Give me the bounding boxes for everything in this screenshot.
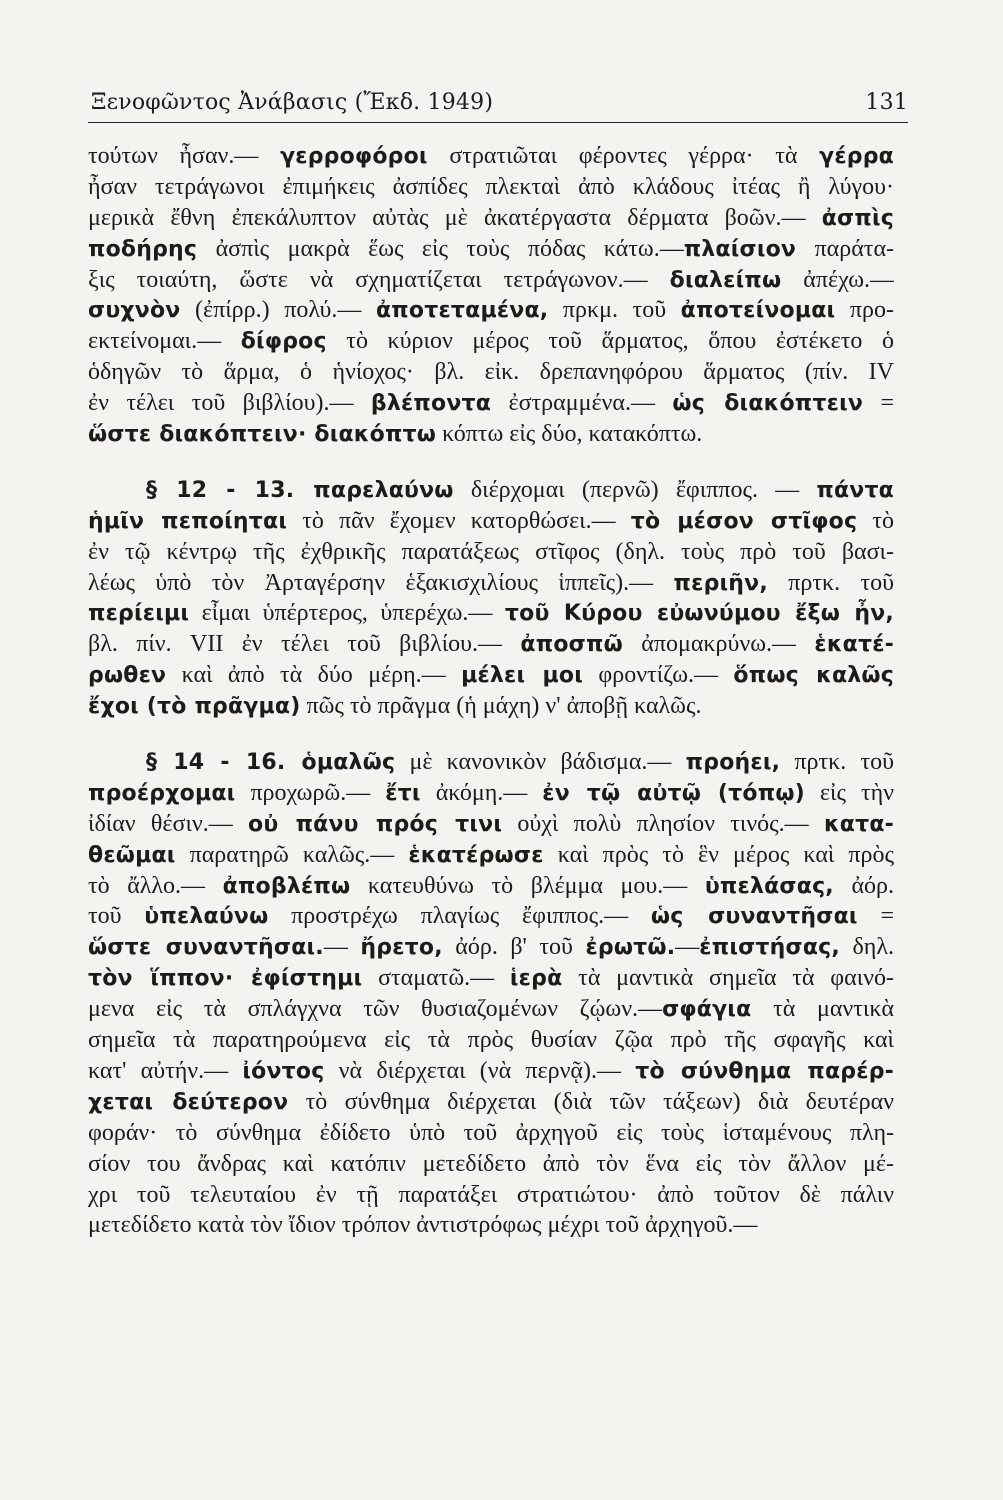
headword: τοῦ Κύρου εὐωνύμου ἔξω ἦν, — [504, 601, 894, 627]
gloss-text: ἀπέχω.— — [781, 266, 894, 293]
text-line — [88, 419, 894, 450]
headword: βλέποντα — [370, 391, 492, 417]
text-line — [88, 809, 894, 840]
gloss-text: ἀπομακρύνω.— — [622, 631, 815, 658]
gloss-text: τὰ μαντικὰ — [751, 996, 894, 1023]
paragraph-section-14-16 — [88, 747, 894, 1241]
gloss-text: ἀόρ. β' τοῦ — [442, 934, 586, 961]
paragraph-intro — [88, 141, 894, 450]
gloss-text: μετεδίδετο κατὰ τὸν ἴδιον τρόπον ἀντιστρόφως μέχρι τοῦ ἀρχηγοῦ.— — [88, 1212, 758, 1239]
gloss-text: λέως ὑπὸ τὸν Ἀρταγέρσην ἑξακισχιλίους ἱππεῖς).— — [88, 569, 674, 596]
paragraph-section-12-13 — [88, 475, 894, 722]
headword: μέλει μοι — [461, 663, 583, 689]
headword: πλαίσιον — [683, 236, 797, 262]
gloss-text: δηλ. — [839, 934, 894, 961]
text-line — [88, 1025, 894, 1056]
headword: ἐπιστήσας, — [699, 935, 840, 961]
gloss-text: καὶ ἀπὸ τὰ δύο μέρη.— — [166, 662, 462, 689]
gloss-text: καὶ πρὸς τὸ ἓν μέρος καὶ πρὸς — [543, 841, 894, 868]
gloss-text: ἰδίαν θέσιν.— — [88, 810, 249, 837]
gloss-text: ξις τοιαύτη, ὥστε νὰ σχηματίζεται τετράγωνον.— — [88, 266, 670, 293]
headword: ποδήρης — [88, 236, 198, 262]
headword: ἰόντος — [242, 1058, 325, 1084]
text-line — [88, 1149, 894, 1180]
text-line — [88, 598, 894, 629]
gloss-text: παρατηρῶ καλῶς.— — [175, 841, 409, 868]
headword: ἑκατέρωσε — [408, 842, 544, 868]
headword: ἱερὰ — [509, 966, 563, 992]
headword: χεται δεύτερον — [88, 1089, 289, 1115]
headword: τὸν ἵππον· ἐφίστημι — [88, 966, 363, 992]
headword: ἀποσπῶ — [520, 632, 623, 658]
text-line — [88, 265, 894, 296]
gloss-text: χρι τοῦ τελευταίου ἐν τῇ παρατάξει στρατιώτου· ἀπὸ τοῦτον δὲ πάλιν — [88, 1181, 894, 1208]
headword: ὑπελαύνω — [144, 904, 269, 930]
headword: ὥστε συναντῆσαι. — [88, 935, 324, 961]
headword: ἑκατέ- — [814, 632, 894, 658]
text-line — [88, 994, 894, 1025]
headword: ὅπως καλῶς — [733, 663, 894, 689]
gloss-text: προ- — [835, 297, 894, 324]
gloss-text: τὸ — [857, 507, 894, 534]
headword: τὸ σύνθημα παρέρ- — [635, 1058, 894, 1084]
gloss-text: μερικὰ ἔθνη ἐπεκάλυπτον αὐτὰς μὲ ἀκατέργαστα δέρματα βοῶν.— — [88, 204, 822, 231]
gloss-text: προχωρῶ.— — [235, 779, 386, 806]
headword: περιῆν, — [673, 570, 768, 596]
gloss-text: ἐν τῷ κέντρῳ τῆς ἐχθρικῆς παρατάξεως στῖφος (δηλ. τοὺς πρὸ τοῦ βασι- — [88, 538, 894, 565]
gloss-text: μὲ κανονικὸν βάδισμα.— — [395, 749, 686, 776]
gloss-text: οὐχὶ πολὺ πλησίον τινός.— — [502, 810, 824, 837]
page-number: 131 — [865, 90, 908, 115]
headword: προήει, — [685, 750, 781, 776]
headword: ἀσπὶς — [821, 205, 894, 231]
headword: § 14 - 16. ὁμαλῶς — [146, 750, 396, 776]
text-line — [88, 691, 894, 722]
gloss-text: τὸ κύριον μέρος τοῦ ἅρματος, ὅπου ἐστέκετο ὁ — [326, 328, 894, 355]
headword: ἤρετο, — [360, 935, 443, 961]
text-line — [88, 629, 894, 660]
gloss-text: ὁδηγῶν τὸ ἅρμα, ὁ ἡνίοχος· βλ. εἰκ. δρεπανηφόρου ἅρματος (πίν. IV — [88, 359, 894, 386]
text-line — [88, 1180, 894, 1211]
text-line — [88, 295, 894, 326]
text-line — [88, 1210, 894, 1241]
text-line — [88, 840, 894, 871]
gloss-text: ἀκόμη.— — [420, 779, 543, 806]
gloss-text: τοῦ — [88, 903, 145, 930]
headword: ὡς συναντῆσαι — [650, 904, 858, 930]
headword: ἀποβλέπω — [222, 873, 351, 899]
gloss-text: σίον του ἄνδρας καὶ κατόπιν μετεδίδετο ἀπὸ τὸν ἕνα εἰς τὸν ἄλλον μέ- — [88, 1150, 894, 1177]
gloss-text: νὰ διέρχεται (νὰ περνᾷ).— — [324, 1057, 636, 1084]
gloss-text: τὸ σύνθημα διέρχεται (διὰ τῶν τάξεων) διὰ δευτέραν — [288, 1088, 894, 1115]
text-line — [88, 203, 894, 234]
gloss-text: στρατιῶται φέροντες γέρρα· τὰ — [427, 143, 820, 169]
gloss-text: εἶμαι ὑπέρτερος, ὑπερέχω.— — [189, 600, 505, 627]
headword: ἀποτεταμένα, — [375, 298, 549, 324]
text-line — [88, 234, 894, 265]
gloss-text: σημεῖα τὰ παρατηρούμενα εἰς τὰ πρὸς θυσίαν ζῷα πρὸ τῆς σφαγῆς καὶ — [88, 1027, 894, 1054]
headword: τὸ μέσον στῖφος — [630, 508, 858, 534]
gloss-text: πῶς τὸ πρᾶγμα (ἡ μάχη) ν' ἀποβῇ καλῶς. — [300, 693, 702, 720]
text-line — [88, 1087, 894, 1118]
gloss-text: κατευθύνω τὸ βλέμμα μου.— — [350, 872, 705, 899]
text-line — [88, 1118, 894, 1149]
headword: ἔχοι (τὸ πρᾶγμα) — [88, 694, 301, 720]
headword: θεῶμαι — [88, 842, 176, 868]
gloss-text: βλ. πίν. VII ἐν τέλει τοῦ βιβλίου.— — [88, 631, 521, 658]
gloss-text: ἐστραμμένα.— — [491, 390, 673, 417]
gloss-text: μενα εἰς τὰ σπλάγχνα τῶν θυσιαζομένων ζῴων.— — [88, 996, 663, 1023]
running-title: Ξενοφῶντος Ἀνάβασις (Ἔκδ. 1949) — [91, 90, 494, 115]
text-line — [88, 172, 894, 203]
text-line — [88, 357, 894, 388]
gloss-text: = — [857, 903, 894, 930]
gloss-text: τὸ πᾶν ἔχομεν κατορθώσει.— — [287, 507, 631, 534]
gloss-text: εἰς τὴν — [804, 779, 894, 806]
headword: πάντα — [816, 477, 894, 503]
text-line — [88, 901, 894, 932]
headword: συχνὸν — [88, 298, 181, 324]
gloss-text: κατ' αὐτήν.— — [88, 1057, 243, 1084]
gloss-text: σταματῶ.— — [362, 965, 510, 992]
text-line — [88, 388, 894, 419]
headword: ἔτι — [385, 780, 421, 806]
text-line — [88, 871, 894, 902]
headword: σφάγια — [662, 997, 752, 1023]
gloss-text: διέρχομαι (περνῶ) ἔφιππος. — — [453, 476, 817, 503]
headword: ὡς διακόπτειν — [672, 391, 864, 417]
text-line — [88, 778, 894, 809]
gloss-text: τὸ ἄλλο.— — [88, 872, 223, 899]
text-line — [88, 537, 894, 568]
headword: ἡμῖν πεποίηται — [88, 508, 288, 534]
book-page — [88, 82, 908, 1482]
gloss-text: = — [863, 390, 894, 417]
gloss-text: — — [323, 934, 361, 961]
gloss-text: — — [675, 934, 700, 961]
gloss-text: φοράν· τὸ σύνθημα ἐδίδετο ὑπὸ τοῦ ἀρχηγοῦ εἰς τοὺς ἱσταμένους πλη- — [88, 1119, 894, 1146]
gloss-text: ἦσαν τετράγωνοι ἐπιμήκεις ἀσπίδες πλεκταὶ ἀπὸ κλάδους ἰτέας ἢ λύγου· — [88, 173, 894, 200]
headword: ἐρωτῶ. — [585, 935, 676, 961]
headword: § 12 - 13. παρελαύνω — [146, 477, 454, 503]
gloss-text: εκτείνομαι.— — [88, 328, 241, 355]
gloss-text: ἀσπὶς μακρὰ ἕως εἰς τοὺς πόδας κάτω.— — [197, 235, 684, 262]
gloss-text: κόπτω εἰς δύο, κατακόπτω. — [436, 421, 703, 448]
headword: διαλείπω — [669, 267, 782, 293]
gloss-text: (ἐπίρρ.) πολύ.— — [180, 297, 376, 324]
gloss-text: πρτκ. τοῦ — [767, 569, 894, 596]
gloss-text: φροντίζω.— — [582, 662, 734, 689]
text-line — [88, 506, 894, 537]
gloss-text: ἀόρ. — [833, 872, 894, 899]
text-line — [88, 660, 894, 691]
gloss-text: προστρέχω πλαγίως ἔφιππος.— — [268, 903, 651, 930]
text-line — [88, 475, 894, 506]
headword: ἀποτείνομαι — [680, 298, 836, 324]
text-line — [88, 932, 894, 963]
gloss-text: παράτα- — [796, 235, 894, 262]
gloss-text: τὰ μαντικὰ σημεῖα τὰ φαινό- — [562, 965, 894, 992]
gloss-text: τούτων ἦσαν.— — [88, 143, 281, 169]
headword: ἐν τῷ αὐτῷ (τόπῳ) — [542, 780, 805, 806]
text-line — [88, 963, 894, 994]
gloss-text: πρκμ. τοῦ — [548, 297, 681, 324]
headword: γέρρα — [819, 144, 894, 169]
headword: ρωθεν — [88, 663, 167, 689]
headword: δίφρος — [240, 329, 327, 355]
running-head — [88, 82, 908, 123]
headword: προέρχομαι — [88, 780, 236, 806]
headword: ὥστε διακόπτειν· διακόπτω — [88, 422, 437, 448]
text-line — [88, 568, 894, 599]
text-line — [88, 326, 894, 357]
headword: οὐ πάνυ πρός τινι — [248, 811, 503, 837]
text-line — [88, 141, 894, 172]
headword: ὑπελάσας, — [704, 873, 834, 899]
headword: γερροφόροι — [280, 144, 428, 169]
text-line — [88, 1056, 894, 1087]
gloss-text: ἐν τέλει τοῦ βιβλίου).— — [88, 390, 371, 417]
gloss-text: πρτκ. τοῦ — [780, 749, 894, 776]
headword: κατα- — [823, 811, 894, 837]
commentary-text — [88, 141, 894, 1241]
headword: περίειμι — [88, 601, 190, 627]
text-line — [88, 747, 894, 778]
